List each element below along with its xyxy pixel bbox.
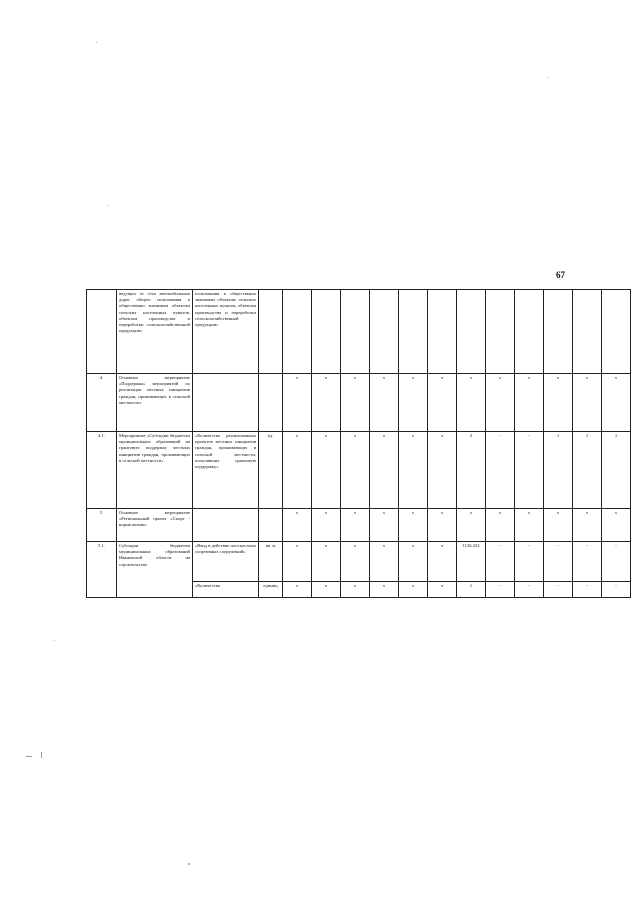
value-cell: х [573, 374, 602, 432]
value-cell: х [283, 509, 312, 542]
value-cell: х [515, 374, 544, 432]
value-cell: х [312, 374, 341, 432]
table-row [87, 290, 631, 374]
value-cell: х [341, 542, 370, 582]
value-cell: х [283, 374, 312, 432]
value-cell: х [312, 542, 341, 582]
value-cell: х [544, 509, 573, 542]
value-cell: 1 [573, 432, 602, 509]
measure-name: ведущих от сети автомобильных дорог общего пользования к общественно значимым объектам сельских населенных пунктов, объектам производства и переработки сельскохозяйственной продукции» [117, 290, 193, 374]
scan-speck [54, 640, 55, 641]
value-cell: х [370, 582, 399, 598]
program-indicators-table [86, 289, 631, 598]
value-cell: - [602, 542, 631, 582]
unit: ед. [259, 432, 283, 509]
value-cell: 2 [457, 432, 486, 509]
value-cell: - [515, 432, 544, 509]
value-cell: х [370, 509, 399, 542]
unit [259, 290, 283, 374]
scan-speck [96, 42, 97, 43]
row-number: 4.1. [87, 432, 117, 509]
value-cell: - [544, 542, 573, 582]
value-cell: х [428, 582, 457, 598]
value-cell: х [428, 374, 457, 432]
indicator-name [193, 374, 259, 432]
value-cell: х [602, 374, 631, 432]
indicator-name: «Количество [193, 582, 259, 598]
indicator-name [193, 509, 259, 542]
value-cell: 1 [602, 432, 631, 509]
value-cell: х [428, 542, 457, 582]
unit [259, 509, 283, 542]
value-cell: 1126,322 [457, 542, 486, 582]
value-cell: - [573, 582, 602, 598]
value-cell: х [428, 509, 457, 542]
table-row [87, 542, 631, 582]
value-cell: х [312, 509, 341, 542]
value-cell [370, 290, 399, 374]
value-cell: х [428, 432, 457, 509]
value-cell: х [602, 509, 631, 542]
value-cell: х [370, 374, 399, 432]
row-number [87, 290, 117, 374]
value-cell: х [283, 582, 312, 598]
value-cell: - [602, 582, 631, 598]
value-cell [486, 290, 515, 374]
row-number: 5. [87, 509, 117, 542]
value-cell: - [486, 582, 515, 598]
scan-speck [108, 205, 109, 206]
value-cell: х [312, 582, 341, 598]
value-cell: х [341, 509, 370, 542]
value-cell: - [515, 542, 544, 582]
value-cell [544, 290, 573, 374]
value-cell: 1 [457, 582, 486, 598]
measure-name: Мероприятие «Субсидии бюджетам муниципальных образований на грантовую поддержку местных инициатив граждан, проживающих в сельской местности» [117, 432, 193, 509]
value-cell: х [399, 374, 428, 432]
value-cell: х [283, 432, 312, 509]
table-row [87, 509, 631, 542]
value-cell [399, 290, 428, 374]
row-number: 5.1. [87, 542, 117, 598]
value-cell: х [457, 374, 486, 432]
value-cell [341, 290, 370, 374]
row-number: 4. [87, 374, 117, 432]
value-cell: - [486, 542, 515, 582]
table-row [87, 374, 631, 432]
value-cell [515, 290, 544, 374]
value-cell: х [486, 509, 515, 542]
measure-name: Основное мероприятие «Региональный проект «Спорт - норма жизни» [117, 509, 193, 542]
value-cell: х [312, 432, 341, 509]
value-cell: х [399, 509, 428, 542]
scan-speck [26, 756, 32, 757]
value-cell: х [457, 509, 486, 542]
unit: кв. м [259, 542, 283, 582]
value-cell [602, 290, 631, 374]
value-cell: х [399, 582, 428, 598]
value-cell: х [283, 542, 312, 582]
value-cell [573, 290, 602, 374]
measure-name: Основное мероприятие «Поддержка» мероприятий по реализации местных инициатив граждан, проживающих в сельской местности» [117, 374, 193, 432]
indicator-name: «Количество реализованных проектов местных инициатив граждан, проживающих в сельской местности, получивших грантовую поддержку» [193, 432, 259, 509]
measure-name: Субсидии бюджетам муниципальных образований Ивановской области на строительство [117, 542, 193, 598]
indicator-name: «Ввод в действие плоскостных спортивных сооружений» [193, 542, 259, 582]
value-cell: х [573, 509, 602, 542]
table-row [87, 432, 631, 509]
value-cell: 1 [544, 432, 573, 509]
value-cell: х [544, 374, 573, 432]
value-cell [457, 290, 486, 374]
value-cell: х [341, 582, 370, 598]
scan-speck [548, 77, 549, 78]
value-cell: х [486, 374, 515, 432]
value-cell: х [399, 432, 428, 509]
value-cell: - [515, 582, 544, 598]
indicator-name: пользования к общественно значимым объектам сельских населенных пунктов, объектам производства и переработки сельскохозяйственной продукции» [193, 290, 259, 374]
value-cell: - [544, 582, 573, 598]
value-cell: х [341, 432, 370, 509]
scan-speck [188, 863, 190, 865]
value-cell: х [399, 542, 428, 582]
unit [259, 374, 283, 432]
value-cell: х [341, 374, 370, 432]
value-cell: - [573, 542, 602, 582]
value-cell: х [370, 542, 399, 582]
page-number: 67 [556, 270, 565, 280]
unit: единиц [259, 582, 283, 598]
scan-speck [41, 752, 42, 758]
value-cell [283, 290, 312, 374]
value-cell: - [486, 432, 515, 509]
value-cell [428, 290, 457, 374]
value-cell: х [370, 432, 399, 509]
value-cell [312, 290, 341, 374]
value-cell: х [515, 509, 544, 542]
